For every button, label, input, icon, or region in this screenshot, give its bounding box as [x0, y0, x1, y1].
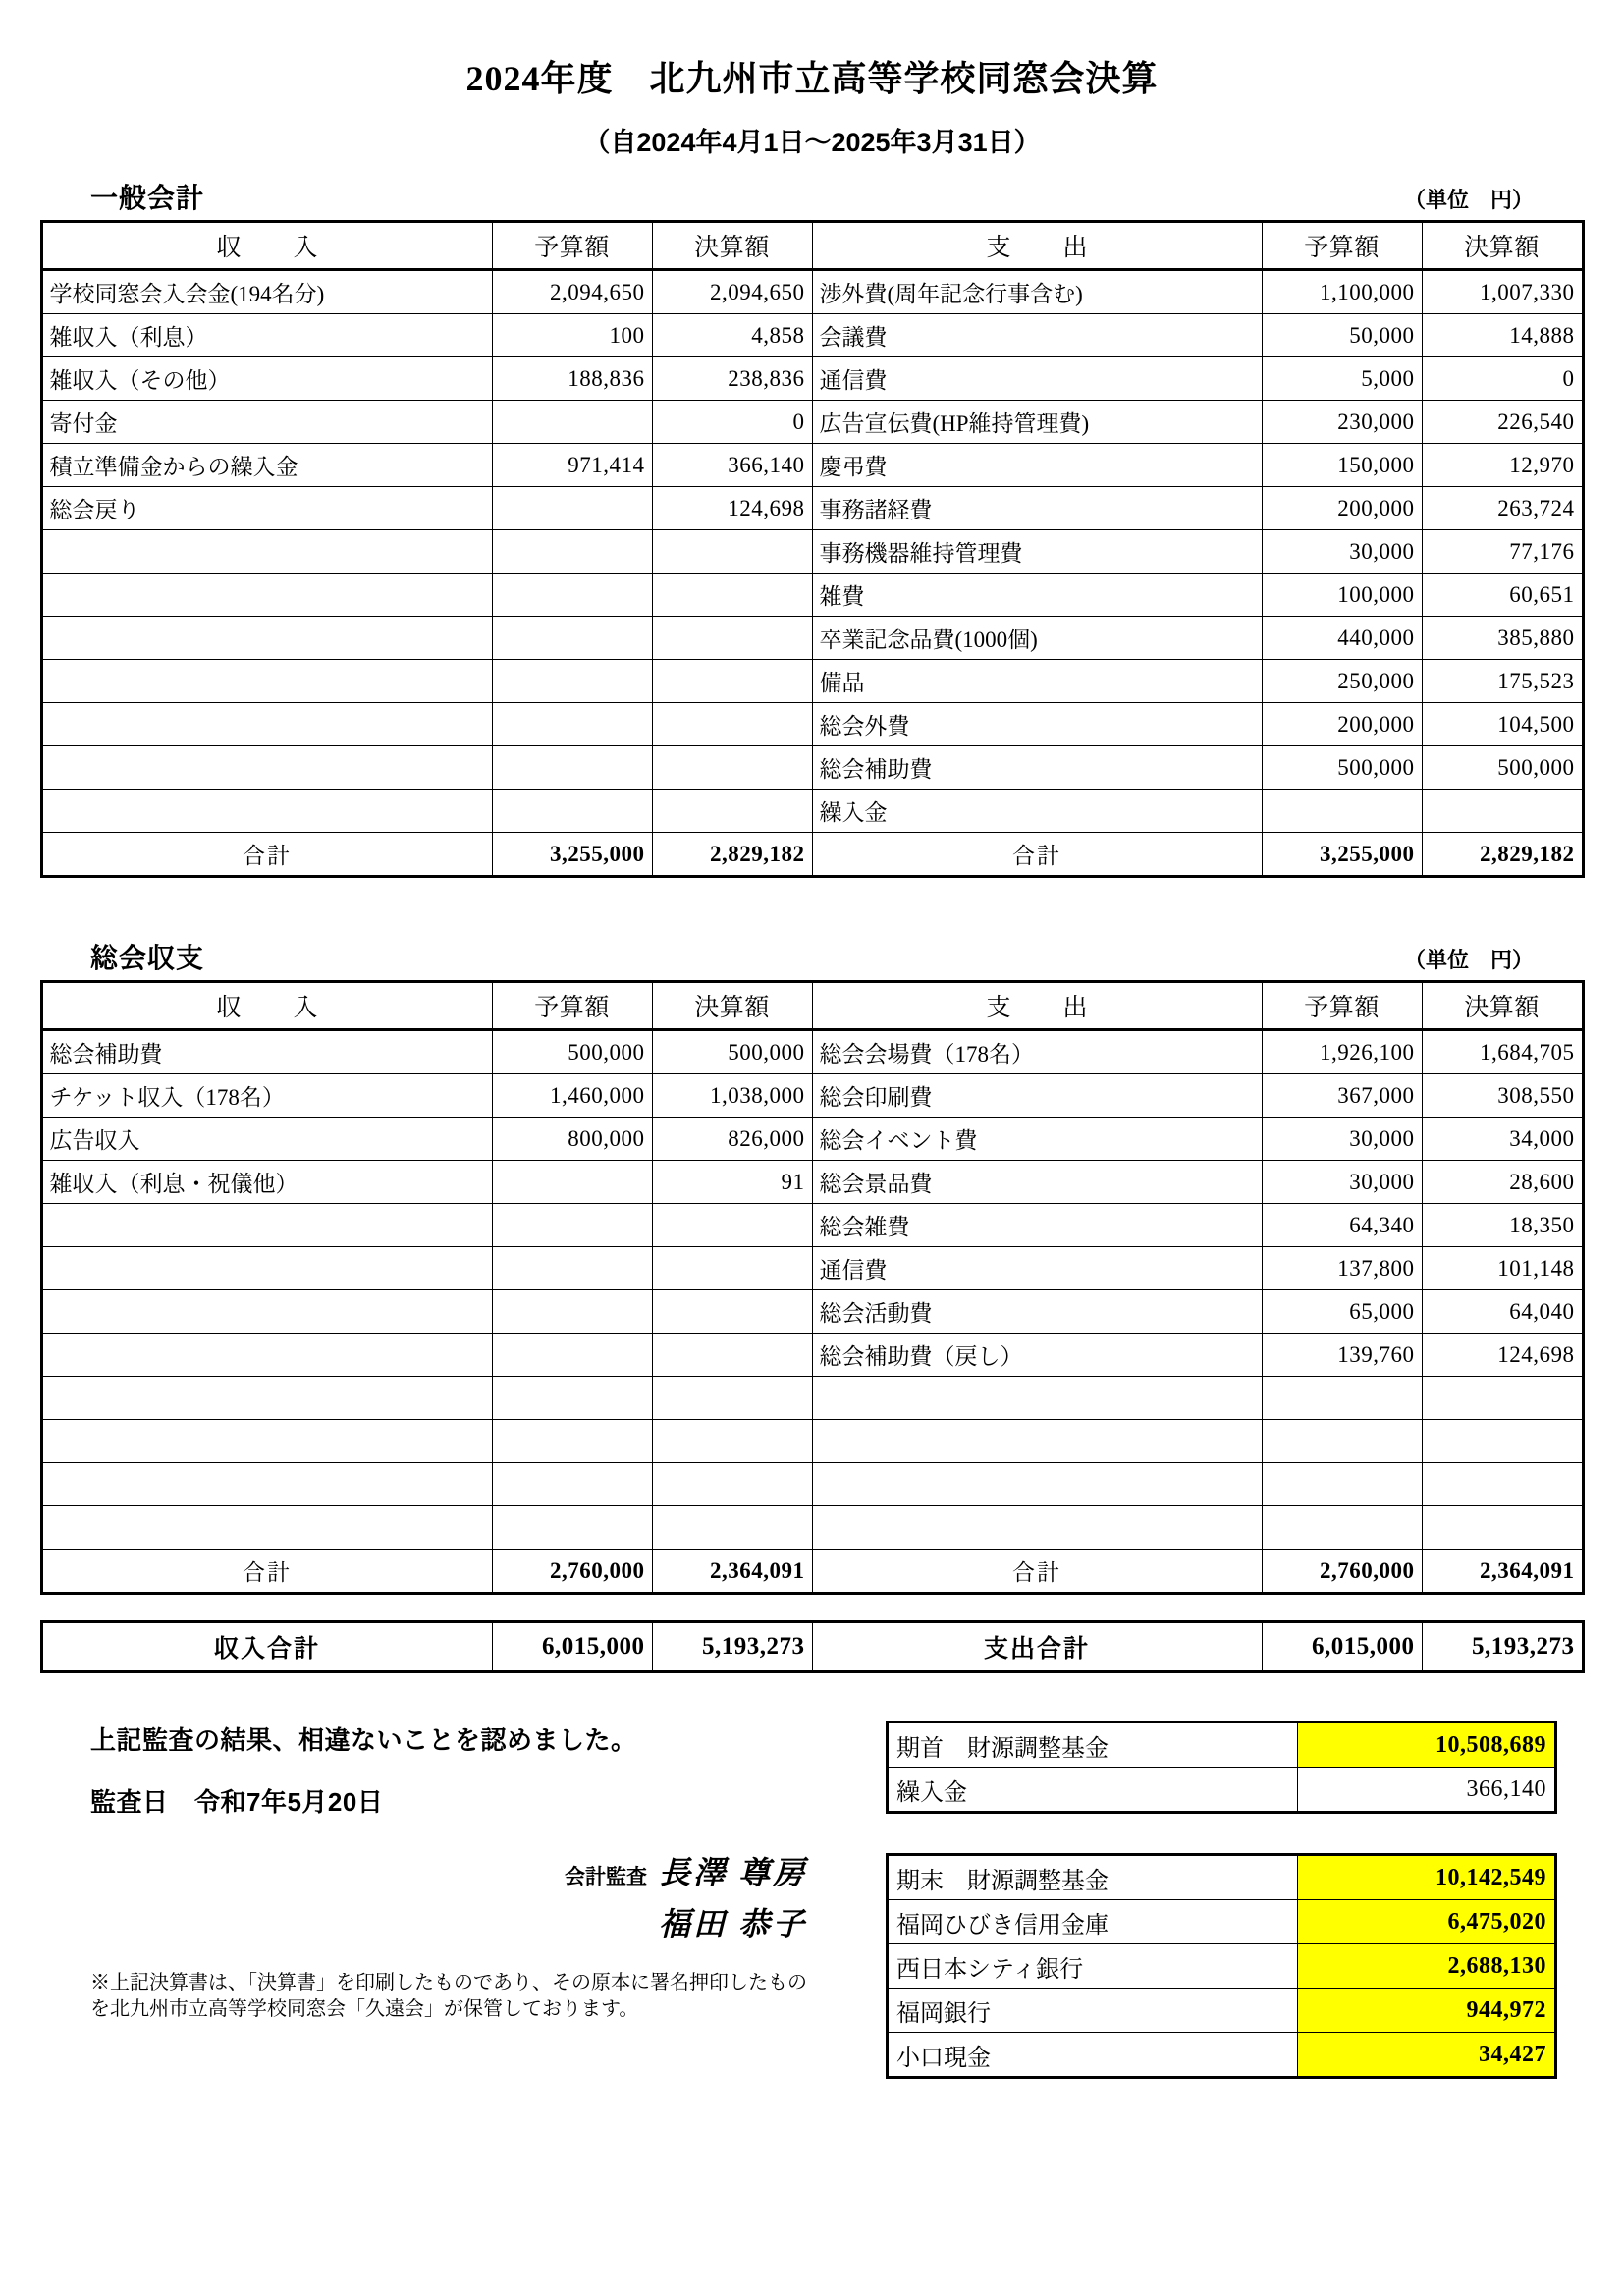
spacer-between-fund-tables [886, 1814, 1534, 1853]
income-budget: 500,000 [492, 1030, 652, 1074]
expense-label: 総会補助費 [812, 746, 1262, 790]
spacer-after-general-table [0, 878, 1624, 919]
auditor-role-label: 会計監査 [564, 1866, 647, 1888]
income-budget: 1,460,000 [492, 1074, 652, 1118]
expense-label: 総会印刷費 [812, 1074, 1262, 1118]
income-label: 積立準備金からの繰入金 [41, 444, 492, 487]
fund-label: 期末 財源調整基金 [888, 1855, 1298, 1900]
grand-total-income-label: 収入合計 [41, 1622, 492, 1672]
income-budget [492, 617, 652, 660]
expense-budget: 440,000 [1262, 617, 1422, 660]
income-budget [492, 1463, 652, 1506]
income-settlement: 124,698 [652, 487, 812, 530]
income-label: 雑収入（利息・祝儀他） [41, 1161, 492, 1204]
income-settlement: 500,000 [652, 1030, 812, 1074]
grand-total-row [41, 1622, 1583, 1672]
expense-budget: 65,000 [1262, 1290, 1422, 1334]
auditor-name-2: 福田 恭子 [658, 1906, 807, 1941]
income-settlement: 91 [652, 1161, 812, 1204]
income-total-settlement: 2,364,091 [652, 1550, 812, 1594]
grand-total-income-budget: 6,015,000 [492, 1622, 652, 1672]
expense-budget [1262, 790, 1422, 833]
income-label [41, 703, 492, 746]
income-budget [492, 530, 652, 574]
table-row [41, 703, 1583, 746]
fund-value: 944,972 [1298, 1989, 1556, 2033]
table-row [41, 1420, 1583, 1463]
income-label [41, 1377, 492, 1420]
closing-fund-body [888, 1855, 1556, 2078]
income-budget [492, 1506, 652, 1550]
grand-total-expense-settlement: 5,193,273 [1422, 1622, 1583, 1672]
expense-label: 会議費 [812, 314, 1262, 357]
expense-budget: 30,000 [1262, 1118, 1422, 1161]
table-row [41, 1118, 1583, 1161]
expense-label: 通信費 [812, 357, 1262, 401]
income-budget [492, 660, 652, 703]
expense-budget [1262, 1506, 1422, 1550]
col-header-income-budget: 予算額 [492, 222, 652, 270]
table-row [41, 270, 1583, 314]
income-label: 広告収入 [41, 1118, 492, 1161]
income-budget [492, 790, 652, 833]
income-total-budget: 2,760,000 [492, 1550, 652, 1594]
expense-settlement: 308,550 [1422, 1074, 1583, 1118]
income-label [41, 1506, 492, 1550]
income-settlement: 826,000 [652, 1118, 812, 1161]
expense-settlement: 124,698 [1422, 1334, 1583, 1377]
income-settlement [652, 1420, 812, 1463]
col-header-income-settlement: 決算額 [652, 222, 812, 270]
income-label: 寄付金 [41, 401, 492, 444]
fund-row [888, 1900, 1556, 1944]
table-row [41, 1334, 1583, 1377]
expense-budget: 137,800 [1262, 1247, 1422, 1290]
expense-budget: 100,000 [1262, 574, 1422, 617]
income-budget [492, 1247, 652, 1290]
income-settlement [652, 790, 812, 833]
income-budget: 100 [492, 314, 652, 357]
spacer-before-grand-total [0, 1595, 1624, 1620]
closing-fund-table [886, 1853, 1557, 2079]
expense-settlement: 1,684,705 [1422, 1030, 1583, 1074]
income-settlement [652, 1463, 812, 1506]
income-settlement [652, 1334, 812, 1377]
expense-settlement: 64,040 [1422, 1290, 1583, 1334]
fund-row [888, 1768, 1556, 1813]
income-label [41, 1204, 492, 1247]
fund-value: 34,427 [1298, 2033, 1556, 2078]
income-label [41, 1420, 492, 1463]
expense-label: 総会補助費（戻し） [812, 1334, 1262, 1377]
assembly-account-title: 総会収支 [90, 943, 205, 973]
income-settlement: 4,858 [652, 314, 812, 357]
expense-total-budget: 3,255,000 [1262, 833, 1422, 877]
expense-total-settlement: 2,364,091 [1422, 1550, 1583, 1594]
income-label: 総会戻り [41, 487, 492, 530]
table-row [41, 401, 1583, 444]
expense-settlement: 28,600 [1422, 1161, 1583, 1204]
income-budget [492, 1161, 652, 1204]
income-budget: 800,000 [492, 1118, 652, 1161]
fund-value: 6,475,020 [1298, 1900, 1556, 1944]
income-settlement [652, 1204, 812, 1247]
table-row [41, 530, 1583, 574]
fund-label: 福岡ひびき信用金庫 [888, 1900, 1298, 1944]
col-header-expense: 支 出 [812, 982, 1262, 1030]
fund-value: 10,508,689 [1298, 1722, 1556, 1768]
income-settlement [652, 746, 812, 790]
income-settlement [652, 1247, 812, 1290]
grand-total-income-settlement: 5,193,273 [652, 1622, 812, 1672]
grand-total-expense-label: 支出合計 [812, 1622, 1262, 1672]
table-row [41, 1377, 1583, 1420]
auditor-signatures [90, 1848, 817, 1944]
expense-settlement: 60,651 [1422, 574, 1583, 617]
expense-budget: 200,000 [1262, 487, 1422, 530]
opening-fund-body [888, 1722, 1556, 1813]
expense-settlement: 12,970 [1422, 444, 1583, 487]
income-label [41, 617, 492, 660]
income-label: 総会補助費 [41, 1030, 492, 1074]
expense-label [812, 1420, 1262, 1463]
table-row [41, 790, 1583, 833]
income-budget [492, 1334, 652, 1377]
assembly-account-unit-note: （単位 円） [1403, 948, 1534, 972]
expense-label: 繰入金 [812, 790, 1262, 833]
expense-settlement: 104,500 [1422, 703, 1583, 746]
expense-label: 広告宣伝費(HP維持管理費) [812, 401, 1262, 444]
table-row [41, 1506, 1583, 1550]
table-row [41, 314, 1583, 357]
general-account-body [41, 270, 1583, 877]
income-label: 学校同窓会入会金(194名分) [41, 270, 492, 314]
expense-budget: 30,000 [1262, 1161, 1422, 1204]
col-header-income: 収 入 [41, 982, 492, 1030]
income-settlement: 1,038,000 [652, 1074, 812, 1118]
general-account-heading [90, 159, 1534, 220]
audit-block [90, 1721, 817, 2023]
col-header-expense: 支 出 [812, 222, 1262, 270]
income-budget [492, 703, 652, 746]
expense-settlement: 14,888 [1422, 314, 1583, 357]
income-settlement [652, 617, 812, 660]
fund-row [888, 2033, 1556, 2078]
expense-settlement: 101,148 [1422, 1247, 1583, 1290]
expense-settlement: 500,000 [1422, 746, 1583, 790]
income-label: チケット収入（178名） [41, 1074, 492, 1118]
table-row [41, 1247, 1583, 1290]
col-header-income: 収 入 [41, 222, 492, 270]
expense-total-budget: 2,760,000 [1262, 1550, 1422, 1594]
income-label [41, 1334, 492, 1377]
income-settlement [652, 1377, 812, 1420]
expense-label [812, 1377, 1262, 1420]
expense-total-label: 合計 [812, 833, 1262, 877]
fund-label: 小口現金 [888, 2033, 1298, 2078]
expense-budget: 150,000 [1262, 444, 1422, 487]
income-settlement: 2,094,650 [652, 270, 812, 314]
expense-label: 渉外費(周年記念行事含む) [812, 270, 1262, 314]
grand-total-expense-budget: 6,015,000 [1262, 1622, 1422, 1672]
table-row [41, 1463, 1583, 1506]
income-settlement [652, 1506, 812, 1550]
income-budget: 971,414 [492, 444, 652, 487]
income-label [41, 790, 492, 833]
table-row [41, 660, 1583, 703]
income-budget [492, 1204, 652, 1247]
income-label [41, 1463, 492, 1506]
income-budget [492, 401, 652, 444]
income-total-label: 合計 [41, 833, 492, 877]
fund-row [888, 1722, 1556, 1768]
table-row [41, 617, 1583, 660]
income-budget [492, 746, 652, 790]
income-settlement: 366,140 [652, 444, 812, 487]
income-label [41, 530, 492, 574]
income-settlement [652, 1290, 812, 1334]
fund-label: 期首 財源調整基金 [888, 1722, 1298, 1768]
page-title: 2024年度 北九州市立高等学校同窓会決算 [465, 59, 1159, 98]
income-total-label: 合計 [41, 1550, 492, 1594]
expense-settlement [1422, 1420, 1583, 1463]
expense-label: 総会外費 [812, 703, 1262, 746]
income-label [41, 1290, 492, 1334]
expense-label: 事務諸経費 [812, 487, 1262, 530]
table-row [41, 1290, 1583, 1334]
expense-budget: 1,100,000 [1262, 270, 1422, 314]
total-row [41, 1550, 1583, 1594]
expense-budget [1262, 1463, 1422, 1506]
table-row [41, 1161, 1583, 1204]
income-label [41, 574, 492, 617]
expense-label: 総会活動費 [812, 1290, 1262, 1334]
assembly-account-heading [90, 919, 1534, 980]
income-settlement [652, 703, 812, 746]
col-header-expense-budget: 予算額 [1262, 982, 1422, 1030]
table-row [41, 357, 1583, 401]
fund-value: 366,140 [1298, 1768, 1556, 1813]
fund-label: 繰入金 [888, 1768, 1298, 1813]
expense-budget [1262, 1420, 1422, 1463]
table-row [41, 444, 1583, 487]
audit-statement: 上記監査の結果、相違ないことを認めました。 [90, 1725, 637, 1755]
expense-label: 通信費 [812, 1247, 1262, 1290]
expense-budget: 230,000 [1262, 401, 1422, 444]
expense-settlement: 226,540 [1422, 401, 1583, 444]
auditor-row-1 [90, 1848, 807, 1893]
income-total-settlement: 2,829,182 [652, 833, 812, 877]
expense-label: 総会イベント費 [812, 1118, 1262, 1161]
opening-fund-table [886, 1721, 1557, 1814]
expense-budget: 200,000 [1262, 703, 1422, 746]
auditor-name-1: 長澤 尊房 [658, 1855, 807, 1890]
expense-budget: 139,760 [1262, 1334, 1422, 1377]
income-budget: 2,094,650 [492, 270, 652, 314]
expense-settlement: 1,007,330 [1422, 270, 1583, 314]
expense-budget: 367,000 [1262, 1074, 1422, 1118]
col-header-expense-settlement: 決算額 [1422, 982, 1583, 1030]
expense-settlement: 34,000 [1422, 1118, 1583, 1161]
expense-label: 事務機器維持管理費 [812, 530, 1262, 574]
expense-budget: 64,340 [1262, 1204, 1422, 1247]
table-row [41, 1074, 1583, 1118]
fund-value: 10,142,549 [1298, 1855, 1556, 1900]
expense-settlement [1422, 1463, 1583, 1506]
expense-label: 総会雑費 [812, 1204, 1262, 1247]
expense-budget: 1,926,100 [1262, 1030, 1422, 1074]
col-header-expense-budget: 予算額 [1262, 222, 1422, 270]
income-settlement [652, 660, 812, 703]
table-row [41, 746, 1583, 790]
income-label: 雑収入（その他） [41, 357, 492, 401]
income-budget [492, 1420, 652, 1463]
expense-label [812, 1463, 1262, 1506]
expense-label: 卒業記念品費(1000個) [812, 617, 1262, 660]
col-header-expense-settlement: 決算額 [1422, 222, 1583, 270]
assembly-account-table [40, 980, 1585, 1595]
expense-budget [1262, 1377, 1422, 1420]
expense-label [812, 1506, 1262, 1550]
fund-value: 2,688,130 [1298, 1944, 1556, 1989]
income-label [41, 1247, 492, 1290]
audit-date: 監査日 令和7年5月20日 [90, 1787, 384, 1817]
bottom-section [90, 1673, 1546, 2079]
expense-settlement: 0 [1422, 357, 1583, 401]
fund-row [888, 1989, 1556, 2033]
expense-label: 総会景品費 [812, 1161, 1262, 1204]
income-budget [492, 487, 652, 530]
page-subtitle: （自2024年4月1日～2025年3月31日） [583, 128, 1041, 157]
expense-settlement: 385,880 [1422, 617, 1583, 660]
income-settlement [652, 574, 812, 617]
income-label: 雑収入（利息） [41, 314, 492, 357]
fund-row [888, 1944, 1556, 1989]
income-label [41, 660, 492, 703]
expense-budget: 250,000 [1262, 660, 1422, 703]
income-total-budget: 3,255,000 [492, 833, 652, 877]
expense-budget: 5,000 [1262, 357, 1422, 401]
expense-settlement: 77,176 [1422, 530, 1583, 574]
expense-budget: 500,000 [1262, 746, 1422, 790]
fund-balance-block [886, 1721, 1546, 2079]
auditor-row-2 [90, 1899, 807, 1944]
expense-budget: 30,000 [1262, 530, 1422, 574]
general-account-title: 一般会計 [90, 183, 205, 213]
table-row [41, 1030, 1583, 1074]
general-account-header-row [41, 222, 1583, 270]
expense-settlement [1422, 1506, 1583, 1550]
income-label [41, 746, 492, 790]
income-settlement: 238,836 [652, 357, 812, 401]
general-account-unit-note: （単位 円） [1403, 188, 1534, 212]
fund-row [888, 1855, 1556, 1900]
income-budget [492, 574, 652, 617]
expense-settlement: 18,350 [1422, 1204, 1583, 1247]
fund-label: 福岡銀行 [888, 1989, 1298, 2033]
assembly-account-body [41, 1030, 1583, 1594]
audit-footnote: ※上記決算書は、「決算書」を印刷したものであり、その原本に署名押印したものを北九州市立高等学校同窓会「久遠会」が保管しております。 [90, 1972, 807, 2020]
grand-total-table [40, 1620, 1585, 1673]
income-budget [492, 1290, 652, 1334]
income-settlement [652, 530, 812, 574]
income-budget: 188,836 [492, 357, 652, 401]
expense-settlement: 175,523 [1422, 660, 1583, 703]
expense-settlement [1422, 1377, 1583, 1420]
total-row [41, 833, 1583, 877]
table-row [41, 574, 1583, 617]
expense-label: 慶弔費 [812, 444, 1262, 487]
expense-total-settlement: 2,829,182 [1422, 833, 1583, 877]
col-header-income-settlement: 決算額 [652, 982, 812, 1030]
expense-settlement: 263,724 [1422, 487, 1583, 530]
table-row [41, 1204, 1583, 1247]
assembly-account-header-row [41, 982, 1583, 1030]
general-account-table [40, 220, 1585, 878]
expense-settlement [1422, 790, 1583, 833]
expense-label: 雑費 [812, 574, 1262, 617]
expense-label: 総会会場費（178名） [812, 1030, 1262, 1074]
expense-label: 備品 [812, 660, 1262, 703]
expense-budget: 50,000 [1262, 314, 1422, 357]
income-settlement: 0 [652, 401, 812, 444]
expense-total-label: 合計 [812, 1550, 1262, 1594]
income-budget [492, 1377, 652, 1420]
fund-label: 西日本シティ銀行 [888, 1944, 1298, 1989]
col-header-income-budget: 予算額 [492, 982, 652, 1030]
table-row [41, 487, 1583, 530]
